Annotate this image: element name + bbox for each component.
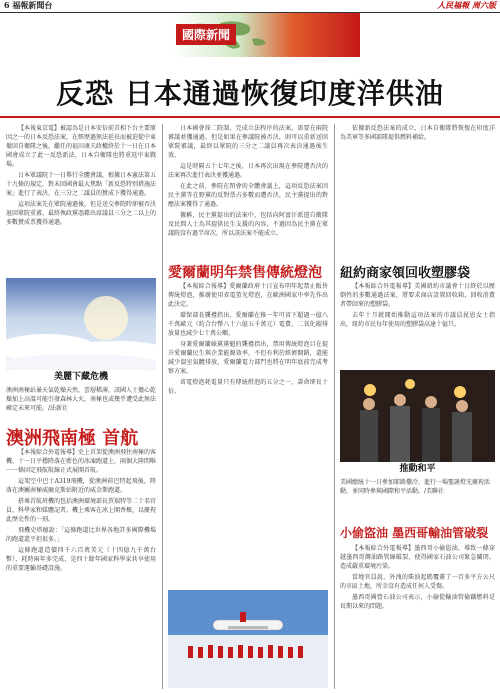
headline-divider xyxy=(0,116,500,118)
main-story-p3: 這項法案先在眾院通過後，但是送交參院時卻被否決退回眾院重審，最終執政黨憑藉出席議員三分之二以上的多數贊成票獲得通過。 xyxy=(6,201,157,226)
story4-title: 澳洲飛南極 首航 xyxy=(6,428,139,449)
peace-photo-title: 推動和平 xyxy=(399,464,436,474)
story3-p3: 身兼愛爾蘭綠黨黨魁的龔禮指出，禁用傳統燈泡目在提升愛爾蘭民生與企業能源效率，不但有利於經濟開銷，還能減少溫室氣體排放，愛爾蘭電力部門也將在明年底前完成考察方案。 xyxy=(168,341,328,375)
story2-p3: 在此之前，參院在閉會的全體會議上，這項反恐法案因民主黨等在野黨的反對票占多數而遭否決，民主黨提出的對應法案獲得了通過。 xyxy=(168,183,328,208)
story4-p2: 這架空中巴士A319飛機，從澳洲荷巴特起飛後，降落在澳屬南極威爾克斯站附近的威金斯跑道。 xyxy=(6,478,156,494)
story3-text xyxy=(168,282,328,457)
section-title: 國際新聞 xyxy=(176,24,236,45)
story2-text xyxy=(168,124,328,244)
story2-p1: 日本國會採二院制，完成立法程序的法案，需要在兩院審議並獲通過。但是如果在參議院被否決，則可以重新送回眾院審議，最終以眾院的三分之二議員再次表決通過後生效。 xyxy=(168,125,328,159)
story5-p2: 去年十月就開始推動這項法案的市議員昆恩女士指出，紐約市民每年使用的塑膠袋高達十億只。 xyxy=(340,312,495,328)
story3-title: 愛爾蘭明年禁售傳統燈泡 xyxy=(168,265,322,281)
page-label: 6 福報新聞台 xyxy=(4,0,53,10)
story4-text xyxy=(6,448,156,688)
story6-title: 小偷盜油 墨西哥輸油管破裂 xyxy=(340,526,489,540)
story5-text xyxy=(340,282,495,342)
clouds-photo-caption: 澳洲南極站暴天氣乾燥天然，雲層稀薄，該國人士擔心乾燥加上高溫可能引發森林大火，南極也或幾乎遭受此無法確定未來可能。/法新社 xyxy=(6,387,157,412)
section-banner xyxy=(140,13,360,57)
story3-p1: 【本報綜合報導】愛爾蘭政府十日宣布明年起禁止販售傳統燈泡，推廣使用省電螢光燈泡，在歐洲國家中率先作出此決定。 xyxy=(168,283,328,308)
story4-p5: 這條跑道造價四千六百萬美元（十四億九千萬台幣），耗時兩年多完成，是四十餘年國家科學家共享使用的重要運輸基礎設施。 xyxy=(6,547,156,572)
story2-p4: 據稱，民主黨提出的法案中，包括向阿富汗派遣自衛隊及民間人士為其提供民生支援的內容，不過因為民主黨在眾議院沒有過半席次，所以該法案不能成立。 xyxy=(168,212,328,237)
brand-logo: 人民福報 周六版 xyxy=(437,0,496,10)
story6-p1: 【本報綜合外電報導】墨西哥小偷盜油，導致一條穿越墨西哥灣油路管線破裂，使得國家石油公司緊急關閉，造成嚴重環境污染。 xyxy=(340,545,495,570)
story2-continued-text xyxy=(340,124,495,254)
story2-p5: 依據新反恐法案的成立，日本自衛隊將恢復在印度洋為美軍等多國部隊提供燃料補給。 xyxy=(340,125,495,141)
story5-title: 紐約商家領回收塑膠袋 xyxy=(340,266,471,281)
story4-p4: 飛機史塔德說：「這條跑道比世界各地許多國際機場的跑道還平坦很多。」 xyxy=(6,527,156,543)
story3-p2: 環保部長龔禮指出，愛爾蘭在推一年可省下超過一億八千萬歐元（約合台幣八十六億五千萬元）電費，二氧化碳排放量也減少七十萬公噸。 xyxy=(168,312,328,337)
peace-photo-caption: 美國總統十一日參加耶路撒冷，進行一場聖誕燈光慶祝活動，並同時參與國際和平活動。/美聯社 xyxy=(340,479,491,495)
peace-photo xyxy=(340,370,495,462)
story5-p1: 【本報綜合外電報導】美國紐約市議會十日終於以壓倒性的多數通過法案，將要求商店設置回收箱，回收消費者帶回來的塑膠袋。 xyxy=(340,283,495,308)
story3-p4: 省電燈泡耗電量只有傳統燈泡的五分之一，壽命卻長十倍。 xyxy=(168,379,328,395)
story4-p1: 【本報綜合外電報導】史上首架從澳洲飛往南極的客機，十一日平穩降落在藍色的冰凍跑道上，兩個大陸間唯一一條固定飛航航線正式展開首航。 xyxy=(6,449,157,474)
main-story-p2: 日本眾議院十一日舉行全體會議，根據日本憲法第五十九條的規定，對未回國會最大焦點「新反恐特別措施法案」進行了表決，在三分之二議員的贊成下獲得通過。 xyxy=(6,172,157,197)
story2-p2: 這是時隔五十七年之後，日本再次出現在參院遭否決的法案再次進行表決並獲通過。 xyxy=(168,163,328,179)
column-divider xyxy=(162,124,163,689)
page-header xyxy=(0,0,500,13)
story6-p3: 墨西哥國營石油公司表示，小偷從輸油管偷竊燃料是長期以來的問題。 xyxy=(340,594,495,610)
column-divider-2 xyxy=(334,124,335,689)
story6-text xyxy=(340,544,495,689)
antarctica-photo xyxy=(168,590,328,688)
story6-p2: 當地官員說，外洩的柴油起碼覆蓋了一百多平方公尺的市區土地，所幸沒有造成任何人受傷。 xyxy=(340,574,495,590)
main-story-p1: 【本報東京電】被認為是日本安倍前首相下台主要原因之一的日本反恐法案，在經歷過無法延長而被迫從中東撤回自衛隊之後，繼任的福田康夫政權終於十一日在日本國會成立了此一反恐新法，日本自衛隊也將重返中東戰場。 xyxy=(6,125,157,168)
main-story-text xyxy=(6,124,156,274)
clouds-photo-title: 美麗下藏危機 xyxy=(53,372,108,382)
story4-p3: 搭乘首航班機的包括澳洲環境部長賈瑞特等二十名官員、科學家和媒體記者。機上乘客在冰上開香檳，以慶祝此歷史性的一刻。 xyxy=(6,498,157,523)
main-headline: 反恐 日本通過恢復印度洋供油 xyxy=(56,77,444,110)
clouds-photo xyxy=(6,278,156,370)
